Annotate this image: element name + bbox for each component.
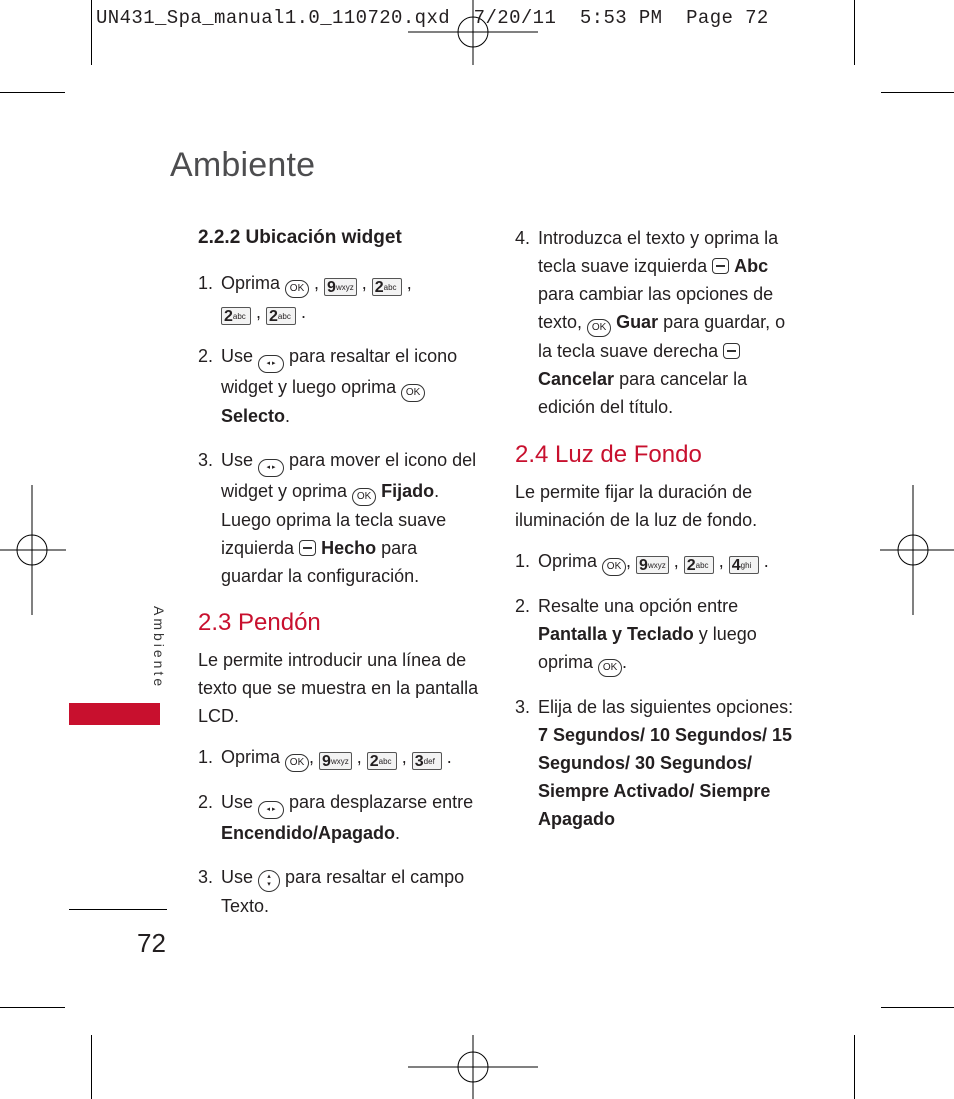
key-3-icon: $3^{def}$ [412,752,442,770]
list-item: 3. Use ◂ ▸ para mover el icono del widget y oprima OK Fijado. Luego oprima la tecla suave izquierda Hecho para guardar la configuración. [198,450,477,586]
key-4-icon: $4^{ghi}$ [729,556,759,574]
nav-left-right-icon: ◂ ▸ [258,459,284,477]
page-title: Ambiente [170,146,316,184]
list-item: 4. Introduzca el texto y oprima la tecla suave izquierda Abc para cambiar las opciones de texto, OK Guar para guardar, o la tecla suave derecha Cancelar para cancelar la edición del título. [515,228,786,417]
soft-key-left-icon [299,540,316,556]
list-item: 3. Use ▴ ▾ para resaltar el campo Texto. [198,867,465,916]
section-heading: 2.2.2 Ubicación widget [198,227,402,248]
crop-mark [0,92,65,93]
soft-key-right-icon [723,343,740,359]
side-tab-label: Ambiente [151,606,167,690]
list-item: 1. Oprima OK , $9^{wxyz}$ , $2^{abc}$ , $2^{abc}$ , $2^{abc}$ . [198,273,412,325]
file-slug: UN431_Spa_manual1.0_110720.qxd 7/20/11 5:53 PM Page 72 [96,7,769,29]
section-heading: 2.3 Pendón [198,609,321,636]
nav-up-down-icon: ▴ ▾ [258,870,280,892]
list-item: 2. Use ◂ ▸ para desplazarse entre Encendido/Apagado. [198,792,474,843]
list-item: 3. Elija de las siguientes opciones: 7 Segundos/ 10 Segundos/ 15 Segundos/ 30 Segundos/ Siempre Activado/ Siempre Apagado [515,697,794,829]
ok-key-icon: OK [352,488,376,506]
page-number: 72 [137,928,166,958]
side-tab-bar [69,703,160,725]
ok-key-icon: OK [401,384,425,402]
footer-rule [69,909,167,910]
soft-key-left-icon [712,258,729,274]
section-heading: 2.4 Luz de Fondo [515,441,702,468]
nav-left-right-icon: ◂ ▸ [258,355,284,373]
list-item: 2. Resalte una opción entre Pantalla y Teclado y luego oprima OK . [515,592,800,677]
key-2-icon: $2^{abc}$ [372,278,402,296]
paragraph: Le permite introducir una línea de texto que se muestra en la pantalla LCD. [198,650,479,726]
crop-mark [91,1035,92,1099]
key-2-icon: $2^{abc}$ [684,556,714,574]
key-2-icon: $2^{abc}$ [367,752,397,770]
registration-mark-right [880,485,954,615]
key-9-icon: $9^{wxyz}$ [319,752,352,770]
list-item: 1. Oprima OK , $9^{wxyz}$ , $2^{abc}$ , $3^{def}$ . [198,747,452,770]
crop-mark [0,1007,65,1008]
ok-key-icon: OK [285,280,309,298]
crop-mark [91,0,92,65]
list-item: 2. Use ◂ ▸ para resaltar el icono widget y luego oprima OK Selecto. [198,346,458,426]
ok-key-icon: OK [602,558,626,576]
right-column [515,224,800,833]
registration-mark-bottom [408,1035,538,1099]
ok-key-icon: OK [285,754,309,772]
left-column [198,224,483,920]
crop-mark [881,1007,954,1008]
crop-mark [881,92,954,93]
paragraph: Le permite fijar la duración de iluminación de la luz de fondo. [515,482,758,530]
key-2-icon: $2^{abc}$ [266,307,296,325]
registration-mark-left [0,485,66,615]
key-2-icon: $2^{abc}$ [221,307,251,325]
ok-key-icon: OK [598,659,622,677]
key-9-icon: $9^{wxyz}$ [636,556,669,574]
crop-mark [854,1035,855,1099]
key-9-icon: $9^{wxyz}$ [324,278,357,296]
crop-mark [854,0,855,65]
ok-key-icon: OK [587,319,611,337]
list-item: 1. Oprima OK , $9^{wxyz}$ , $2^{abc}$ , $4^{ghi}$ . [515,551,769,574]
nav-left-right-icon: ◂ ▸ [258,801,284,819]
